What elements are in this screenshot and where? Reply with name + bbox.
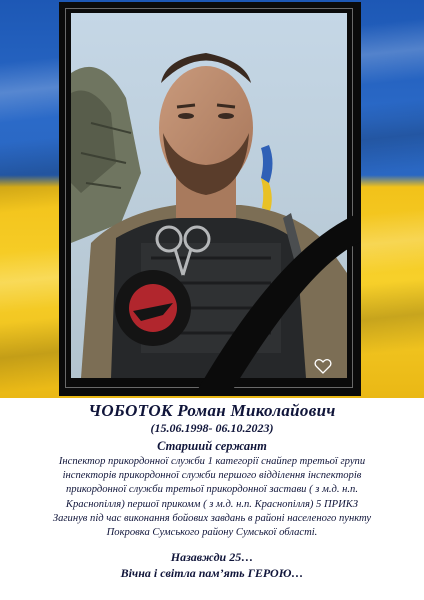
eternal-memory-line: Вічна і світла пам’ять ГЕРОЮ… — [120, 566, 304, 581]
mourning-ribbon-icon — [59, 2, 361, 396]
obituary-caption — [0, 398, 424, 581]
life-dates: (15.06.1998- 06.10.2023) — [150, 421, 274, 435]
heart-icon — [314, 358, 332, 379]
deceased-name: ЧОБОТОК Роман Миколайович — [88, 401, 336, 420]
military-rank: Старший сержант — [157, 439, 267, 453]
service-biography: Інспектор прикордонної служби 1 категорії снайпер третьої групи інспекторів прикордонної служби першого відділення інспекторів прикордонної служби третьої прикордонної застави ( з м.д. н.п. Краснопілля) першої прикомм ( з м.д. н.п. Краснопілля) 5 ПРИКЗ Загинув під час виконання бойових завдань в районі населеного пункту Покровка Сумського району Сумської області. — [52, 456, 372, 539]
forever-age-line: Назавжди 25… — [170, 550, 254, 565]
